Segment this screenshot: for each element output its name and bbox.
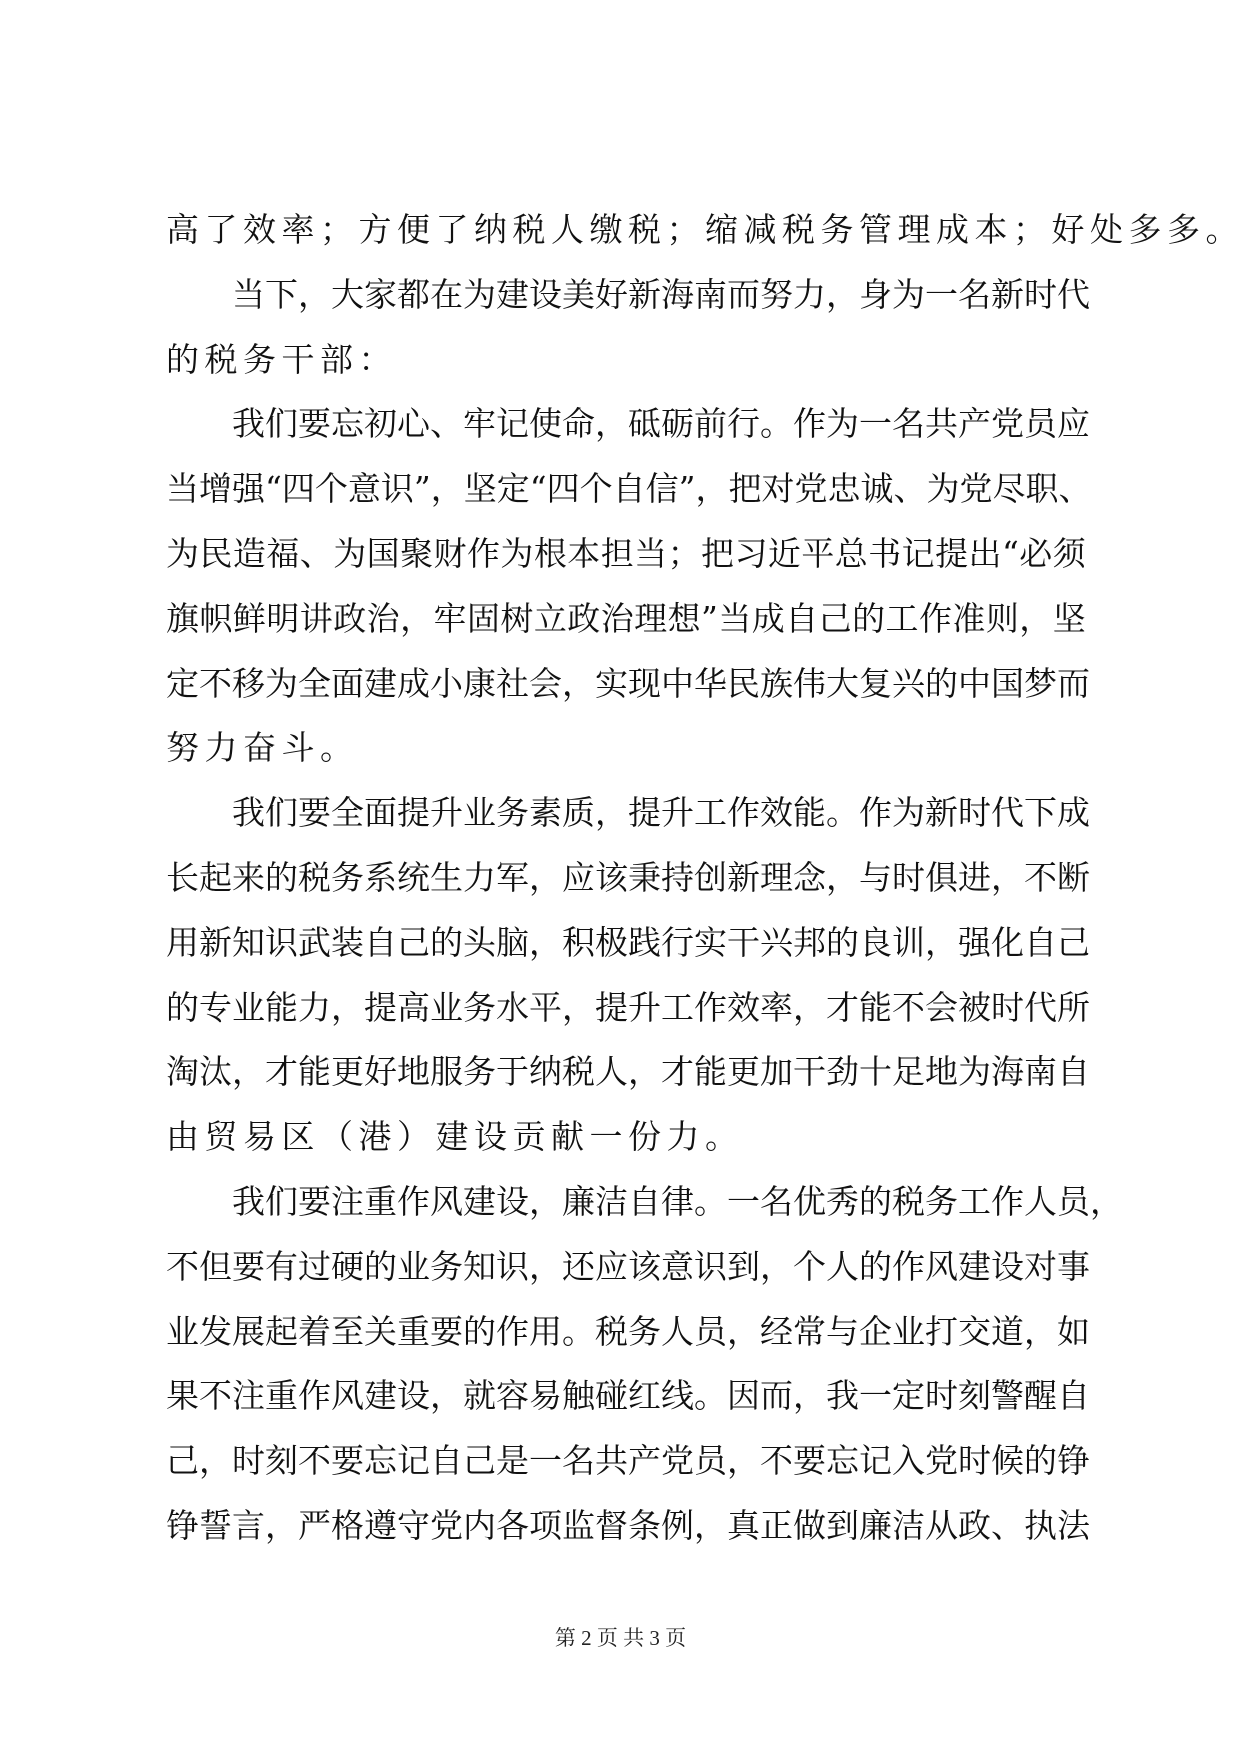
text-line: 努 力 奋 斗 。 (166, 728, 353, 768)
text-line: 长 起 来 的 税 务 系 统 生 力 军 ， 应 该 秉 持 创 新 理 念 ， 与 时 俱 进 ， 不 断 (166, 857, 1090, 897)
text-line: 当 下 ， 大 家 都 在 为 建 设 美 好 新 海 南 而 努 力 ， 身 为 一 名 新 时 代 (232, 274, 1090, 314)
text-line: 为 民 造 福 、 为 国 聚 财 作 为 根 本 担 当 ； 把 习 近 平 总 书 记 提 出 “ 必 须 (166, 533, 1086, 573)
text-line: 果 不 注 重 作 风 建 设 ， 就 容 易 触 碰 红 线 。 因 而 ， 我 一 定 时 刻 警 醒 自 (166, 1376, 1090, 1416)
text-line: 业 发 展 起 着 至 关 重 要 的 作 用 。 税 务 人 员 ， 经 常 与 企 业 打 交 道 ， 如 (166, 1311, 1090, 1351)
text-line: 的 税 务 干 部 ： (166, 339, 392, 379)
text-line: 不 但 要 有 过 硬 的 业 务 知 识 ， 还 应 该 意 识 到 ， 个 人 的 作 风 建 设 对 事 (166, 1246, 1090, 1286)
text-line: 由 贸 易 区 （ 港 ） 建 设 贡 献 一 份 力 。 (166, 1117, 738, 1157)
body-text (166, 198, 1239, 1559)
page-footer: 第 2 页 共 3 页 (554, 1626, 687, 1650)
text-line: 用 新 知 识 武 装 自 己 的 头 脑 ， 积 极 践 行 实 干 兴 邦 的 良 训 ， 强 化 自 己 (166, 922, 1090, 962)
text-line: 高 了 效 率 ； 方 便 了 纳 税 人 缴 税 ； 缩 减 税 务 管 理 成 本 ； 好 处 多 多 。 (166, 210, 1239, 249)
text-line: 己 ， 时 刻 不 要 忘 记 自 己 是 一 名 共 产 党 员 ， 不 要 忘 记 入 党 时 候 的 铮 (166, 1441, 1090, 1481)
text-line: 淘 汰 ， 才 能 更 好 地 服 务 于 纳 税 人 ， 才 能 更 加 干 劲 十 足 地 为 海 南 自 (166, 1052, 1090, 1092)
text-line: 我 们 要 全 面 提 升 业 务 素 质 ， 提 升 工 作 效 能 。 作 为 新 时 代 下 成 (232, 793, 1090, 833)
text-line: 的 专 业 能 力 ， 提 高 业 务 水 平 ， 提 升 工 作 效 率 ， 才 能 不 会 被 时 代 所 (166, 987, 1090, 1027)
text-line: 当 增 强 “ 四 个 意 识 ” ， 坚 定 “ 四 个 自 信 ” ， 把 对 党 忠 诚 、 为 党 尽 职 、 (166, 469, 1092, 509)
text-line: 定 不 移 为 全 面 建 成 小 康 社 会 ， 实 现 中 华 民 族 伟 大 复 兴 的 中 国 梦 而 (166, 663, 1090, 703)
text-line: 我 们 要 忘 初 心 、 牢 记 使 命 ， 砥 砺 前 行 。 作 为 一 名 共 产 党 员 应 (232, 404, 1090, 444)
text-line: 我 们 要 注 重 作 风 建 设 ， 廉 洁 自 律 。 一 名 优 秀 的 税 务 工 作 人 员 ， (232, 1181, 1123, 1221)
text-line: 旗 帜 鲜 明 讲 政 治 ， 牢 固 树 立 政 治 理 想 ” 当 成 自 己 的 工 作 准 则 ， 坚 (166, 598, 1086, 638)
text-line: 铮 誓 言 ， 严 格 遵 守 党 内 各 项 监 督 条 例 ， 真 正 做 到 廉 洁 从 政 、 执 法 (166, 1505, 1090, 1545)
